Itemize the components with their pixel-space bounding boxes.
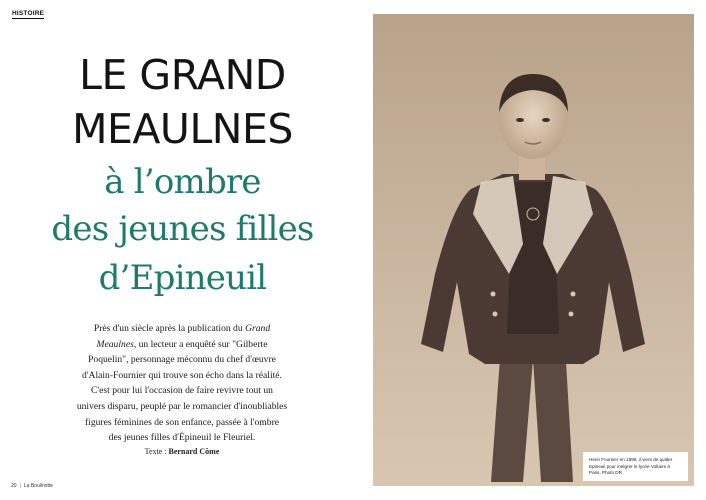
author-byline — [62, 447, 302, 456]
byline-prefix: Texte : — [144, 447, 169, 456]
photo-caption: Henri Fournier en 1898, il vient de quitter Epineuil pour intégrer le lycée Voltaire à Paris. Photo DR — [583, 452, 688, 481]
subtitle-line-1: à l’ombre — [104, 162, 261, 202]
portrait-image — [373, 14, 694, 486]
page-footer: 20 | La Boulinotte — [11, 483, 54, 489]
title-line-2: MEAULNES — [72, 105, 293, 153]
magazine-name: La Boulinotte — [23, 483, 54, 489]
intro-line: Poquelin", personnage méconnu du chef d'œuvre — [88, 354, 276, 366]
subtitle-line-2: des jeunes filles — [51, 209, 314, 249]
subtitle-line-3: d’Epineuil — [98, 258, 267, 298]
intro-line: figures féminines de son enfance, passée à l'ombre — [84, 416, 280, 428]
title-line-1: LE GRAND — [79, 51, 286, 99]
byline-author: Bernard Côme — [168, 447, 220, 456]
intro-paragraph — [62, 321, 302, 446]
intro-line: Meaulnes, un lecteur a enquêté sur "Gilberte — [96, 338, 268, 350]
intro-line: univers disparu, peuplé par le romancier d'inoubliables — [76, 400, 288, 412]
section-label: HISTOIRE — [12, 10, 45, 17]
intro-line: d'Alain-Fournier qui trouve son écho dans la réalité. — [82, 369, 282, 381]
intro-line: des jeunes filles d'Épineuil le Fleuriel. — [108, 432, 256, 444]
portrait-photo — [373, 14, 694, 486]
intro-line: C'est pour lui l'occasion de faire revivre tout un — [91, 385, 273, 397]
page-number: 20 — [11, 483, 17, 489]
intro-line: Près d'un siècle après la publication du Grand — [93, 323, 271, 334]
